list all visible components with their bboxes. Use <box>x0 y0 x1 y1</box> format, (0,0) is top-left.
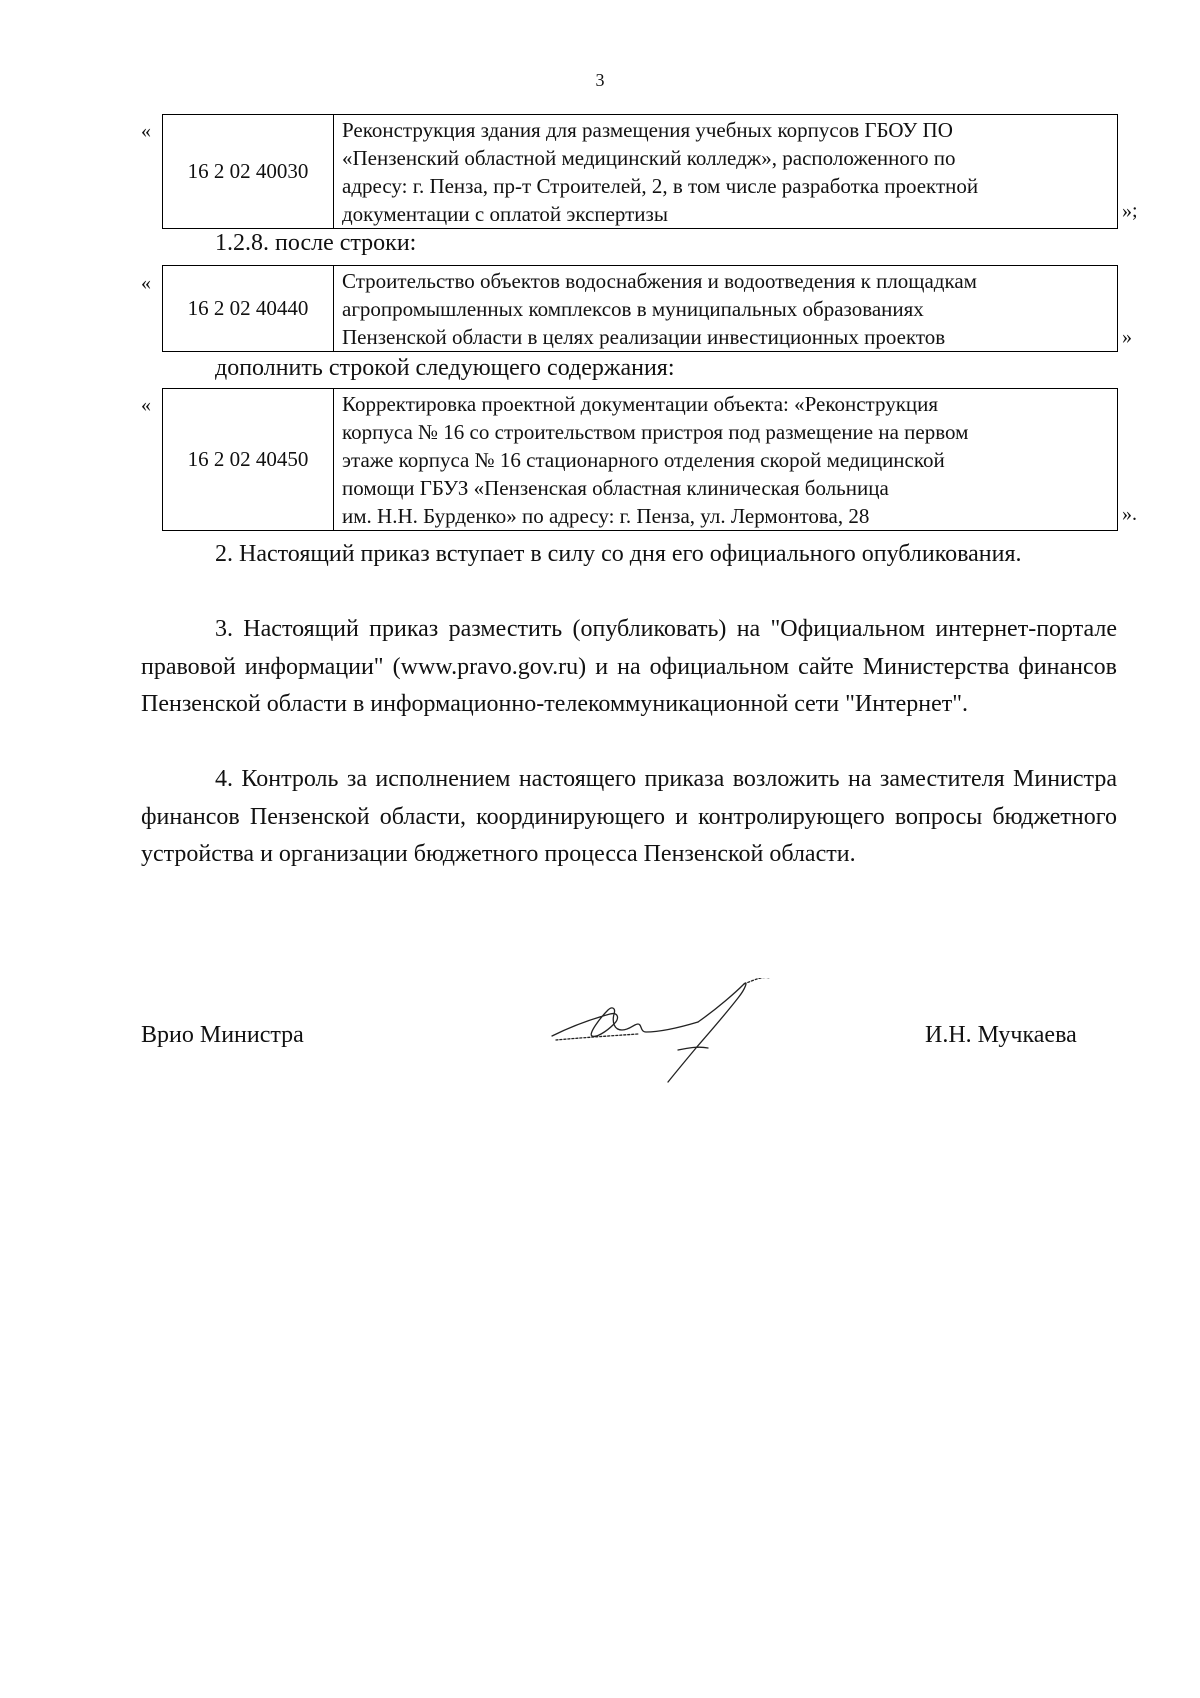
budget-code: 16 2 02 40440 <box>163 266 334 352</box>
description-line: Корректировка проектной документации объекта: «Реконструкция <box>342 392 939 416</box>
budget-code: 16 2 02 40030 <box>163 115 334 229</box>
table-row <box>163 266 1118 352</box>
description-line: «Пензенский областной медицинский колледж», расположенного по <box>342 146 956 170</box>
description-line: этаже корпуса № 16 стационарного отделения скорой медицинской <box>342 448 945 472</box>
description-line: Строительство объектов водоснабжения и водоотведения к площадкам <box>342 269 977 293</box>
description-line: агропромышленных комплексов в муниципальных образованиях <box>342 297 924 321</box>
opening-quote: « <box>141 394 151 416</box>
clause-1-2-8: 1.2.8. после строки: <box>215 230 417 256</box>
paragraph-2: 2. Настоящий приказ вступает в силу со дня его официального опубликования. <box>215 541 1022 567</box>
page-number: 3 <box>595 70 605 90</box>
budget-code-description <box>334 389 1118 531</box>
budget-code-description <box>334 115 1118 229</box>
signature-stroke <box>552 1008 698 1036</box>
description-line: Пензенской области в целях реализации инвестиционных проектов <box>342 325 946 349</box>
budget-code-table-2 <box>162 265 1118 352</box>
budget-code-table-1 <box>162 114 1118 229</box>
description-line: корпуса № 16 со строительством пристроя под размещение на первом <box>342 420 969 444</box>
paragraph-4: 4. Контроль за исполнением настоящего приказа возложить на заместителя Министра финансов Пензенской области, координирующего и контролирующего вопросы бюджетного устройства и организации бюджетного процесса Пензенской области. <box>141 766 1117 867</box>
table-row <box>163 115 1118 229</box>
signatory-name: И.Н. Мучкаева <box>925 1022 1077 1048</box>
opening-quote: « <box>141 272 151 294</box>
description-line: документации с оплатой экспертизы <box>342 202 668 226</box>
signature-stroke <box>678 1047 708 1050</box>
closing-quote: »; <box>1122 200 1138 222</box>
add-row-instruction: дополнить строкой следующего содержания: <box>215 355 675 381</box>
description-line: им. Н.Н. Бурденко» по адресу: г. Пенза, ул. Лермонтова, 28 <box>342 504 870 528</box>
description-line: адресу: г. Пенза, пр-т Строителей, 2, в том числе разработка проектной <box>342 174 979 198</box>
closing-quote: » <box>1122 326 1132 348</box>
signature-stroke <box>744 978 770 984</box>
signature-stroke <box>556 1034 638 1040</box>
budget-code-description <box>334 266 1118 352</box>
signatory-title: Врио Министра <box>141 1022 304 1048</box>
budget-code-table-3 <box>162 388 1118 531</box>
signature-stroke <box>668 983 746 1082</box>
closing-quote: ». <box>1122 503 1137 525</box>
paragraph-3: 3. Настоящий приказ разместить (опубликовать) на "Официальном интернет-портале правовой информации" (www.pravo.gov.ru) и на официальном сайте Министерства финансов Пензенской области в информационно-телекоммуникационной сети "Интернет". <box>141 616 1117 717</box>
budget-code: 16 2 02 40450 <box>163 389 334 531</box>
table-row <box>163 389 1118 531</box>
opening-quote: « <box>141 120 151 142</box>
description-line: помощи ГБУЗ «Пензенская областная клиническая больница <box>342 476 889 500</box>
handwritten-signature <box>548 978 788 1088</box>
description-line: Реконструкция здания для размещения учебных корпусов ГБОУ ПО <box>342 118 953 142</box>
